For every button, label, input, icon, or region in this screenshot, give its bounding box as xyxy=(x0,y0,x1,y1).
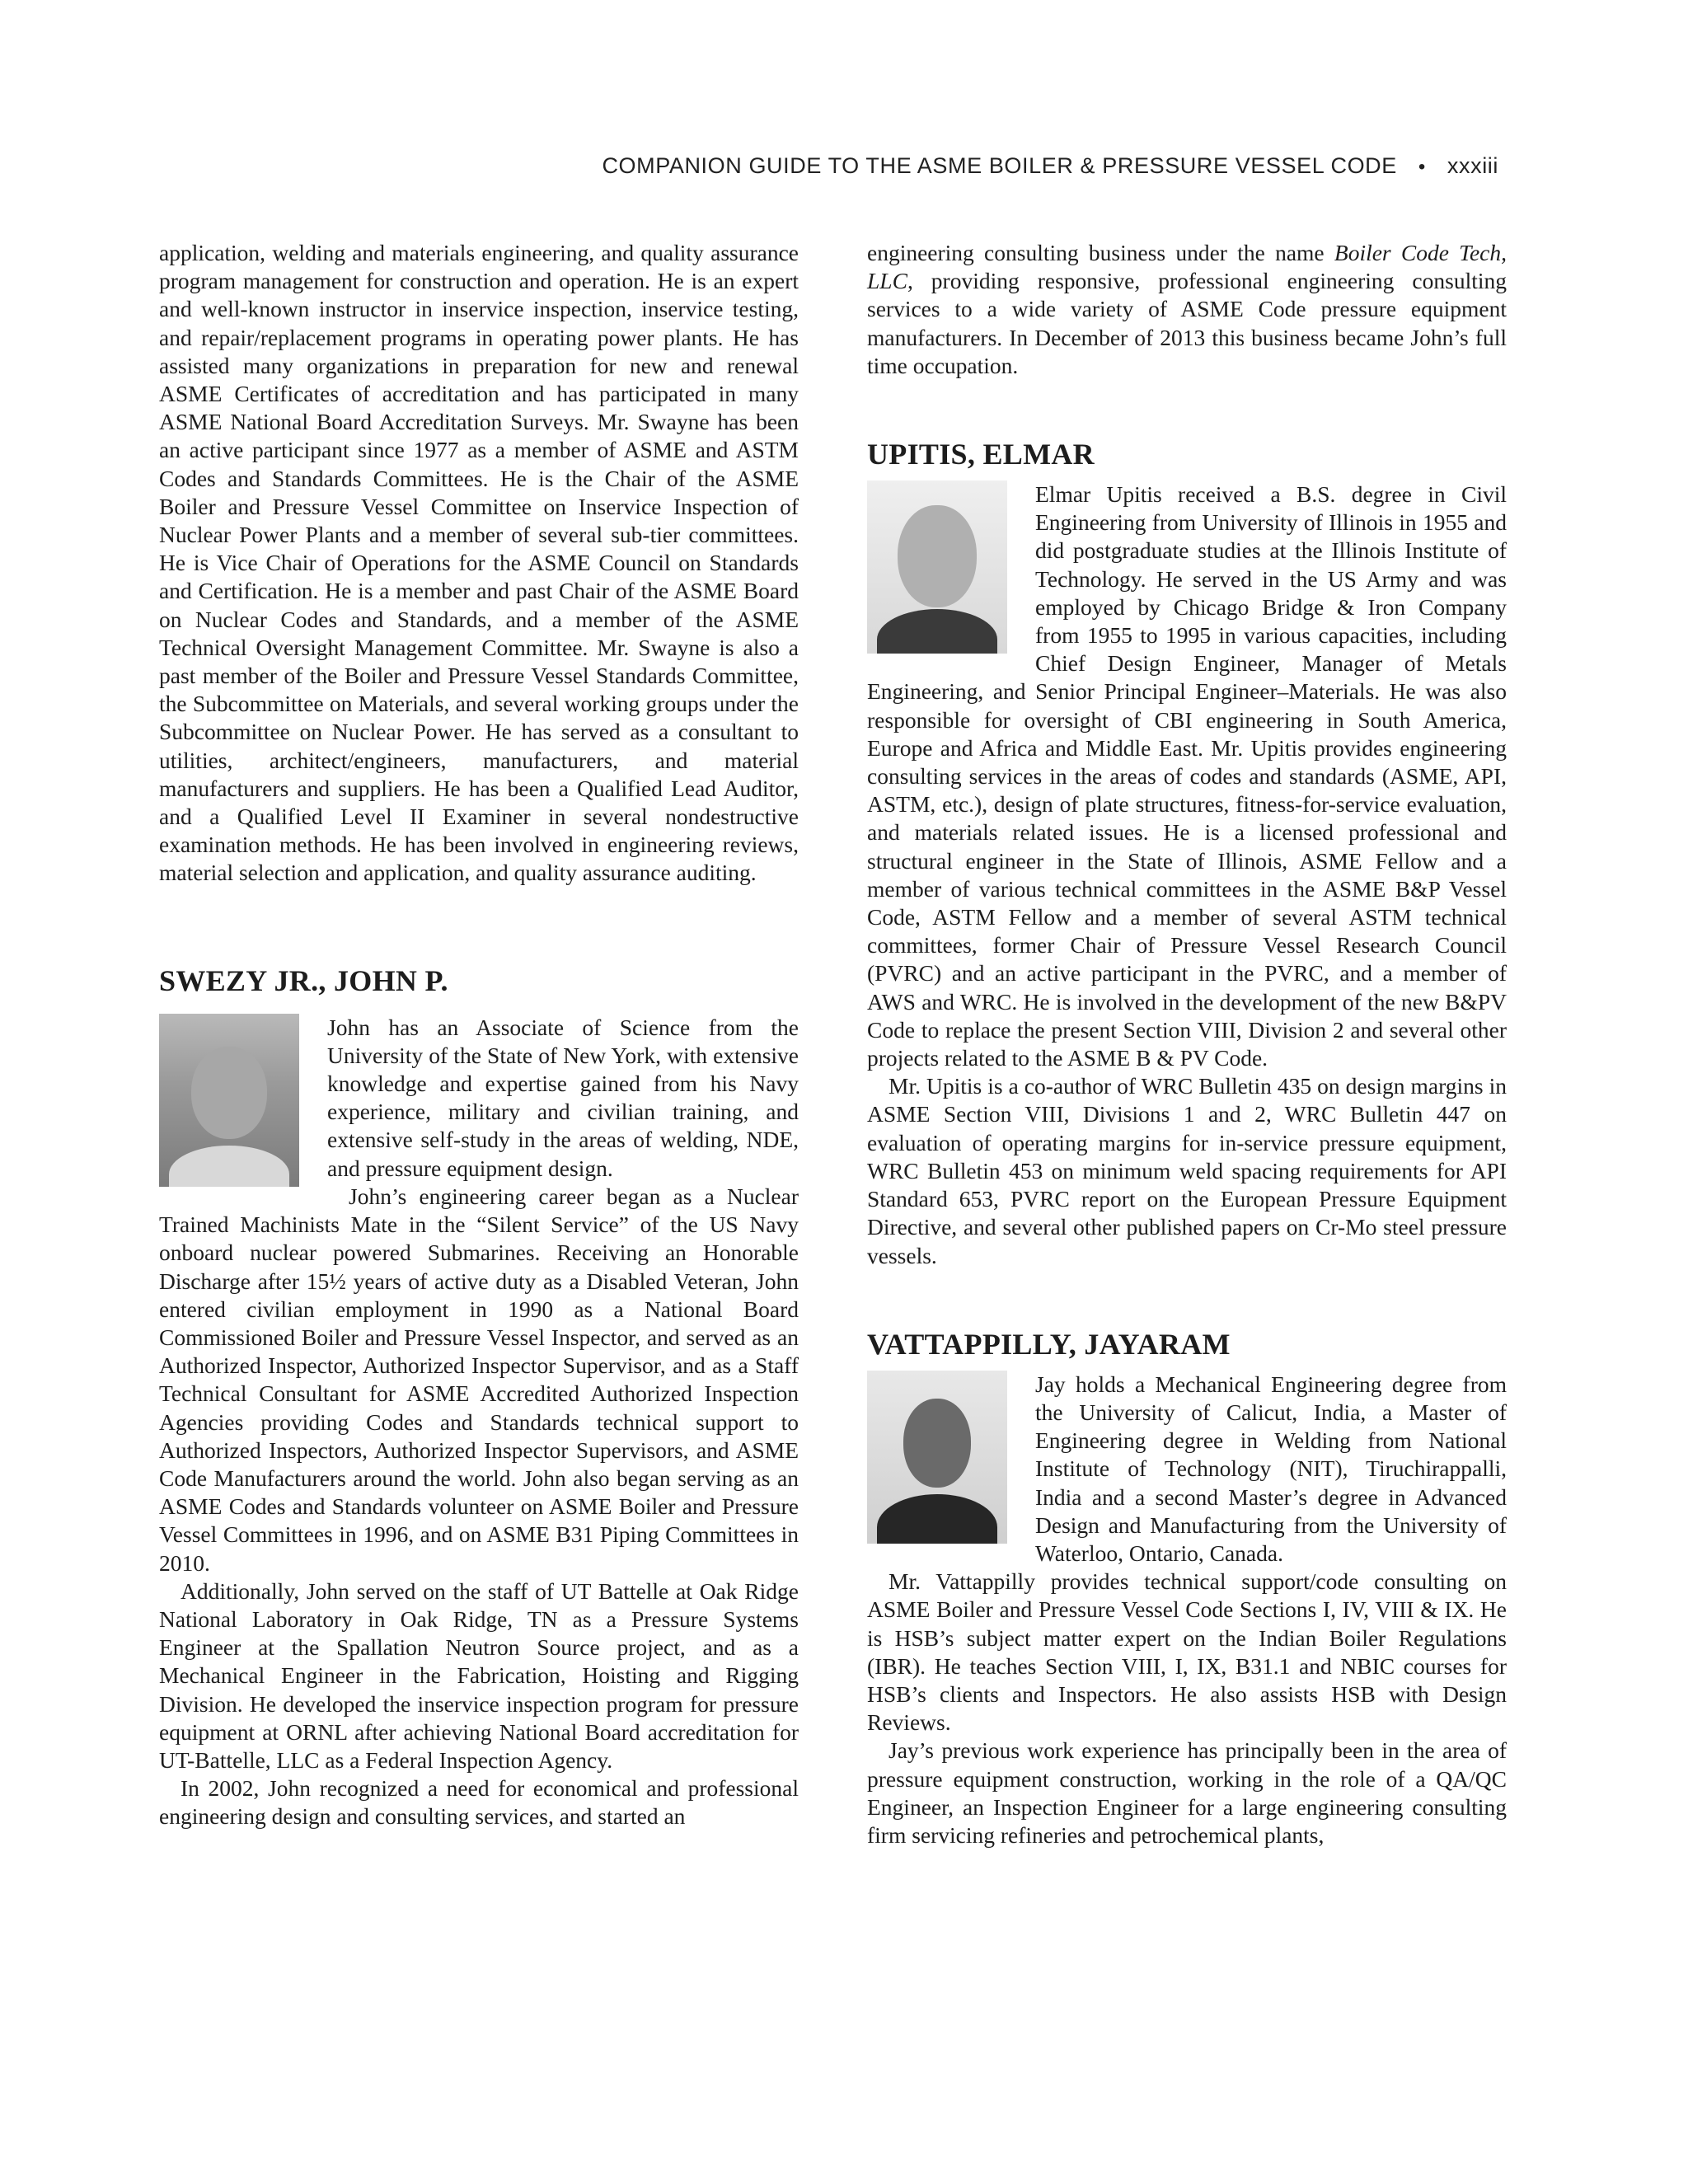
swezy-bio-p4: In 2002, John recognized a need for economical and professional engineering design and consulting services, and started an xyxy=(159,1775,799,1830)
vattappilly-bio-p2: Mr. Vattappilly provides technical support/code consulting on ASME Boiler and Pressure Vessel Code Sections I, IV, VIII & IX. He is HSB’s subject matter expert on the Indian Boiler Regulations (IBR). He teaches Section VIII, I, IX, B31.1 and NBIC courses for HSB’s clients and Inspectors. He also assists HSB with Design Reviews. xyxy=(867,1568,1507,1736)
bullet-separator: • xyxy=(1418,156,1426,178)
swezy-bio-p2: John’s engineering career began as a Nuclear Trained Machinists Mate in the “Silent Service” of the US Navy onboard nuclear powered Submarines. Receiving an Honorable Discharge after 15½ years of active duty as a Disabled Veteran, John entered civilian employment in 1990 as a National Board Commissioned Boiler and Pressure Vessel Inspector, and served as an Authorized Inspector, Authorized Inspector Supervisor, and as a Staff Technical Consultant for ASME Accredited Authorized Inspection Agencies providing Codes and Standards technical support to Authorized Inspectors, Authorized Inspector Supervisors, and ASME Code Manufacturers around the world. John also began serving as an ASME Codes and Standards volunteer on ASME Boiler and Pressure Vessel Committees in 1996, and on ASME B31 Piping Committees in 2010. xyxy=(159,1183,799,1576)
running-title: COMPANION GUIDE TO THE ASME BOILER & PRESSURE VESSEL CODE xyxy=(602,153,1397,178)
right-column xyxy=(867,239,1507,1849)
upitis-heading: UPITIS, ELMAR xyxy=(867,438,1095,471)
page-number: xxxiii xyxy=(1447,153,1498,178)
swayne-bio-continuation: application, welding and materials engineering, and quality assurance program management for construction and operation. He is an expert and well-known instructor in inservice inspection, inservice testing, and repair/replacement programs in operating power plants. He has assisted many organizations in preparation for new and renewal ASME Certificates of accreditation and has participated in many ASME National Board Accreditation Surveys. Mr. Swayne has been an active participant since 1977 as a member of ASME and ASTM Codes and Standards Committees. He is the Chair of the ASME Boiler and Pressure Vessel Committee on Inservice Inspection of Nuclear Power Plants and a member of several sub-tier committees. He is Vice Chair of Operations for the ASME Council on Standards and Certification. He is a member and past Chair of the ASME Board on Nuclear Codes and Standards, and a member of the ASME Technical Oversight Management Committee. Mr. Swayne is also a past member of the Boiler and Pressure Vessel Standards Committee, the Subcommittee on Materials, and several working groups under the Subcommittee on Nuclear Power. He has served as a consultant to utilities, architect/engineers, manufacturers, and material manufacturers and suppliers. He has been a Qualified Lead Auditor, and a Qualified Level II Examiner in several nondestructive examination methods. He has been involved in engineering reviews, material selection and application, and quality assurance auditing. xyxy=(159,240,799,886)
vattappilly-heading: VATTAPPILLY, JAYARAM xyxy=(867,1327,1231,1361)
vattappilly-bio-p1: Jay holds a Mechanical Engineering degree from the University of Calicut, India, a Master of Engineering degree in Welding from National Institute of Technology (NIT), Tiruchirappalli, India and a second Master’s degree in Advanced Design and Manufacturing from the University of Waterloo, Ontario, Canada. xyxy=(1035,1371,1507,1566)
swezy-bio-p3: Additionally, John served on the staff of UT Battelle at Oak Ridge National Laboratory in Oak Ridge, TN as a Pressure Systems Engineer at the Spallation Neutron Source project, and as a Mechanical Engineer in the Fabrication, Hoisting and Rigging Division. He developed the inservice inspection program for pressure equipment at ORNL after achieving National Board accreditation for UT-Battelle, LLC as a Federal Inspection Agency. xyxy=(159,1577,799,1773)
continuation-text-b: , providing responsive, professional engineering consulting services to a wide variety of ASME Code pressure equipment manufacturers. In December of 2013 this business became John’s full time occupation. xyxy=(867,268,1507,378)
company-name: Boiler Code Tech, LLC xyxy=(867,240,1507,294)
upitis-bio-p2: Mr. Upitis is a co-author of WRC Bulletin 435 on design margins in ASME Section VIII, Divisions 1 and 2, WRC Bulletin 447 on evaluation of operating margins for in-service pressure equipment, WRC Bulletin 453 on minimum weld spacing requirements for API Standard 653, PVRC report on the European Pressure Equipment Directive, and several other published papers on Cr-Mo steel pressure vessels. xyxy=(867,1073,1507,1268)
swezy-bio-continuation xyxy=(867,239,1507,380)
left-column xyxy=(159,239,799,1831)
vattappilly-portrait-photo xyxy=(867,1371,1007,1544)
continuation-text-a: engineering consulting business under the name xyxy=(867,240,1334,265)
swezy-portrait-photo xyxy=(159,1014,299,1187)
swezy-bio-p1: John has an Associate of Science from the University of the State of New York, with extensive knowledge and expertise gained from his Navy experience, military and civilian training, and extensive self-study in the areas of welding, NDE, and pressure equipment design. xyxy=(327,1014,799,1181)
vattappilly-bio-p3: Jay’s previous work experience has principally been in the area of pressure equipment construction, working in the role of a QA/QC Engineer, an Inspection Engineer for a large engineering consulting firm servicing refineries and petrochemical plants, xyxy=(867,1737,1507,1848)
upitis-portrait-photo xyxy=(867,480,1007,654)
upitis-bio-p1: Elmar Upitis received a B.S. degree in Civil Engineering from University of Illinois in 1955 and did postgraduate studies at the Illinois Institute of Technology. He served in the US Army and was employed by Chicago Bridge & Iron Company from 1955 to 1995 in various capacities, including Chief Design Engineer, Manager of Metals Engineering, and Senior Principal Engineer–Materials. He was also responsible for oversight of CBI engineering in South America, Europe and Africa and Middle East. Mr. Upitis provides engineering consulting services in the areas of codes and standards (ASME, API, ASTM, etc.), design of plate structures, fitness-for-service evaluation, and materials related issues. He is a licensed professional and structural engineer in the State of Illinois, ASME Fellow and a member of various technical committees in the ASME B&P Vessel Code, ASTM Fellow and a member of several ASTM technical committees, former Chair of Pressure Vessel Research Council (PVRC) and an active participant in the PVRC, and a member of AWS and WRC. He is involved in the development of the new B&PV Code to replace the present Section VIII, Division 2 and several other projects related to the ASME B & PV Code. xyxy=(867,481,1507,1071)
running-head xyxy=(602,153,1498,179)
swezy-heading: SWEZY JR., JOHN P. xyxy=(159,963,448,997)
